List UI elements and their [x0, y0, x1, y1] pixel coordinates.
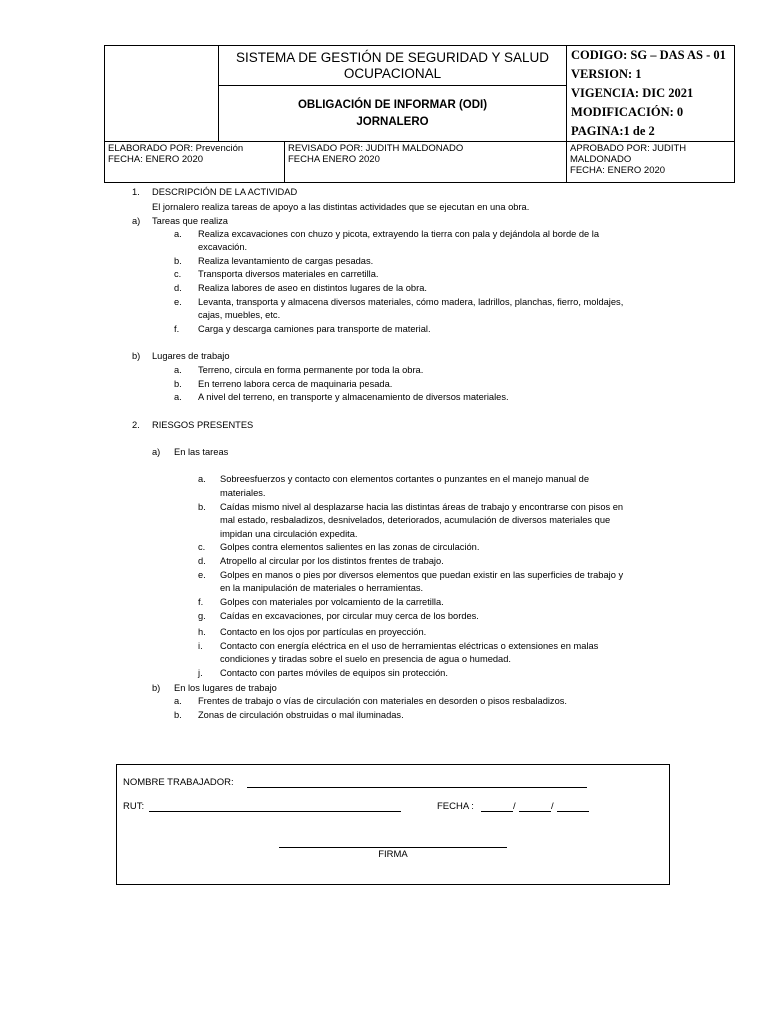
list-marker: a): [132, 216, 141, 226]
fecha-day-field[interactable]: [481, 811, 513, 812]
list-item-text: Levanta, transporta y almacena diversos materiales, cómo madera, ladrillos, planchas, fierro, moldajes,: [198, 297, 624, 307]
list-item-text: condiciones y tiradas sobre el suelo en presencia de agua o humedad.: [220, 654, 511, 664]
document-title-cell: [219, 86, 567, 142]
list-item-text: mal estado, resbaladizos, desnivelados, deteriorados, acumulación de diversos materiales que: [220, 515, 611, 525]
list-item-text: Contacto en los ojos por partículas en proyección.: [220, 627, 427, 637]
list-marker: d.: [198, 556, 206, 566]
version: VERSION: 1: [571, 67, 642, 81]
list-item-text: El jornalero realiza tareas de apoyo a las distintas actividades que se ejecutan en una obra.: [152, 202, 530, 212]
list-marker: a.: [174, 696, 182, 706]
list-item-text: Realiza levantamiento de cargas pesadas.: [198, 256, 374, 266]
list-marker: a.: [174, 392, 182, 402]
list-marker: g.: [198, 611, 206, 621]
signature-box: [116, 764, 670, 885]
list-marker: 1.: [132, 187, 140, 197]
list-marker: b): [152, 683, 161, 693]
codigo: CODIGO: SG – DAS AS - 01: [571, 48, 726, 62]
list-marker: 2.: [132, 420, 140, 430]
aprobado-cell: [567, 142, 735, 183]
list-marker: a.: [174, 365, 182, 375]
elaborado-cell: [105, 142, 285, 183]
list-item-text: cajas, muebles, etc.: [198, 310, 281, 320]
list-marker: b): [132, 351, 141, 361]
document-header-table: [104, 45, 735, 183]
list-item-text: DESCRIPCIÓN DE LA ACTIVIDAD: [152, 187, 298, 197]
list-marker: a.: [174, 229, 182, 239]
list-item-text: En los lugares de trabajo: [174, 683, 277, 693]
logo-cell: [105, 46, 219, 142]
list-item-text: En terreno labora cerca de maquinaria pesada.: [198, 379, 393, 389]
list-item-text: RIESGOS PRESENTES: [152, 420, 254, 430]
revisado-fecha: FECHA ENERO 2020: [288, 154, 380, 165]
list-item-text: Transporta diversos materiales en carretilla.: [198, 269, 379, 279]
fecha-month-field[interactable]: [519, 811, 551, 812]
list-marker: f.: [198, 597, 204, 607]
list-item-text: Golpes con materiales por volcamiento de la carretilla.: [220, 597, 444, 607]
list-item-text: A nivel del terreno, en transporte y almacenamiento de diversos materiales.: [198, 392, 509, 402]
elaborado-fecha: FECHA: ENERO 2020: [108, 154, 204, 165]
list-item-text: Golpes contra elementos salientes en las zonas de circulación.: [220, 542, 480, 552]
aprobado-por: APROBADO POR: JUDITH MALDONADO: [570, 143, 687, 165]
list-item-text: Caídas mismo nivel al desplazarse hacia las distintas áreas de trabajo y encontrarse con pisos en: [220, 502, 624, 512]
fecha-year-field[interactable]: [557, 811, 589, 812]
list-item-text: Tareas que realiza: [152, 216, 228, 226]
date-separator: /: [513, 801, 516, 812]
pagina: PAGINA:1 de 2: [571, 124, 655, 138]
list-marker: h.: [198, 627, 206, 637]
list-marker: i.: [198, 641, 203, 651]
list-item-text: Realiza labores de aseo en distintos lugares de la obra.: [198, 283, 427, 293]
list-item-text: En las tareas: [174, 447, 229, 457]
list-marker: f.: [174, 324, 180, 334]
list-marker: b.: [174, 379, 182, 389]
list-item-text: Terreno, circula en forma permanente por toda la obra.: [198, 365, 424, 375]
list-item-text: Golpes en manos o pies por diversos elementos que puedan existir en las superficies de trabajo y: [220, 570, 624, 580]
list-item-text: Sobreesfuerzos y contacto con elementos cortantes o punzantes en el manejo manual de: [220, 474, 590, 484]
list-marker: b.: [174, 710, 182, 720]
list-marker: c.: [198, 542, 206, 552]
list-item-text: Contacto con energía eléctrica en el uso de herramientas eléctricas o extensiones en malas: [220, 641, 599, 651]
list-marker: e.: [198, 570, 206, 580]
list-item-text: Lugares de trabajo: [152, 351, 230, 361]
aprobado-fecha: FECHA: ENERO 2020: [570, 165, 666, 176]
system-title: SISTEMA DE GESTIÓN DE SEGURIDAD Y SALUD OCUPACIONAL: [219, 46, 567, 86]
nombre-trabajador-field[interactable]: [247, 787, 587, 788]
list-item-text: en la manipulación de materiales o herramientas.: [220, 583, 424, 593]
fecha-label: FECHA :: [437, 801, 474, 812]
list-item-text: materiales.: [220, 488, 266, 498]
document-title: OBLIGACIÓN DE INFORMAR (ODI): [297, 98, 488, 111]
rut-label: RUT:: [123, 801, 145, 812]
list-item-text: impidan una circulación expedita.: [220, 529, 358, 539]
list-item-text: Caídas en excavaciones, por circular muy cerca de los bordes.: [220, 611, 479, 621]
revisado-cell: [285, 142, 567, 183]
document-control-cell: [567, 46, 735, 142]
modificacion: MODIFICACIÓN: 0: [571, 105, 684, 119]
list-item-text: Contacto con partes móviles de equipos sin protección.: [220, 668, 448, 678]
date-separator: /: [551, 801, 554, 812]
list-item-text: excavación.: [198, 242, 248, 252]
list-marker: b.: [198, 502, 206, 512]
list-marker: e.: [174, 297, 182, 307]
list-marker: a): [152, 447, 161, 457]
list-item-text: Atropello al circular por los distintos frentes de trabajo.: [220, 556, 444, 566]
revisado-por: REVISADO POR: JUDITH MALDONADO: [288, 143, 464, 154]
list-marker: b.: [174, 256, 182, 266]
list-marker: j.: [198, 668, 203, 678]
list-marker: a.: [198, 474, 206, 484]
document-subtitle: JORNALERO: [356, 115, 429, 128]
firma-line[interactable]: [279, 847, 507, 848]
list-item-text: Zonas de circulación obstruidas o mal iluminadas.: [198, 710, 404, 720]
vigencia: VIGENCIA: DIC 2021: [571, 86, 694, 100]
list-item-text: Frentes de trabajo o vías de circulación con materiales en desorden o pisos resbaladizos.: [198, 696, 567, 706]
list-marker: c.: [174, 269, 182, 279]
list-marker: d.: [174, 283, 182, 293]
list-item-text: Realiza excavaciones con chuzo y picota, extrayendo la tierra con pala y dejándola al borde de la: [198, 229, 600, 239]
rut-field[interactable]: [149, 811, 401, 812]
firma-label: FIRMA: [378, 849, 408, 860]
nombre-trabajador-label: NOMBRE TRABAJADOR:: [123, 777, 234, 788]
elaborado-por: ELABORADO POR: Prevención: [108, 143, 244, 154]
list-item-text: Carga y descarga camiones para transporte de material.: [198, 324, 431, 334]
